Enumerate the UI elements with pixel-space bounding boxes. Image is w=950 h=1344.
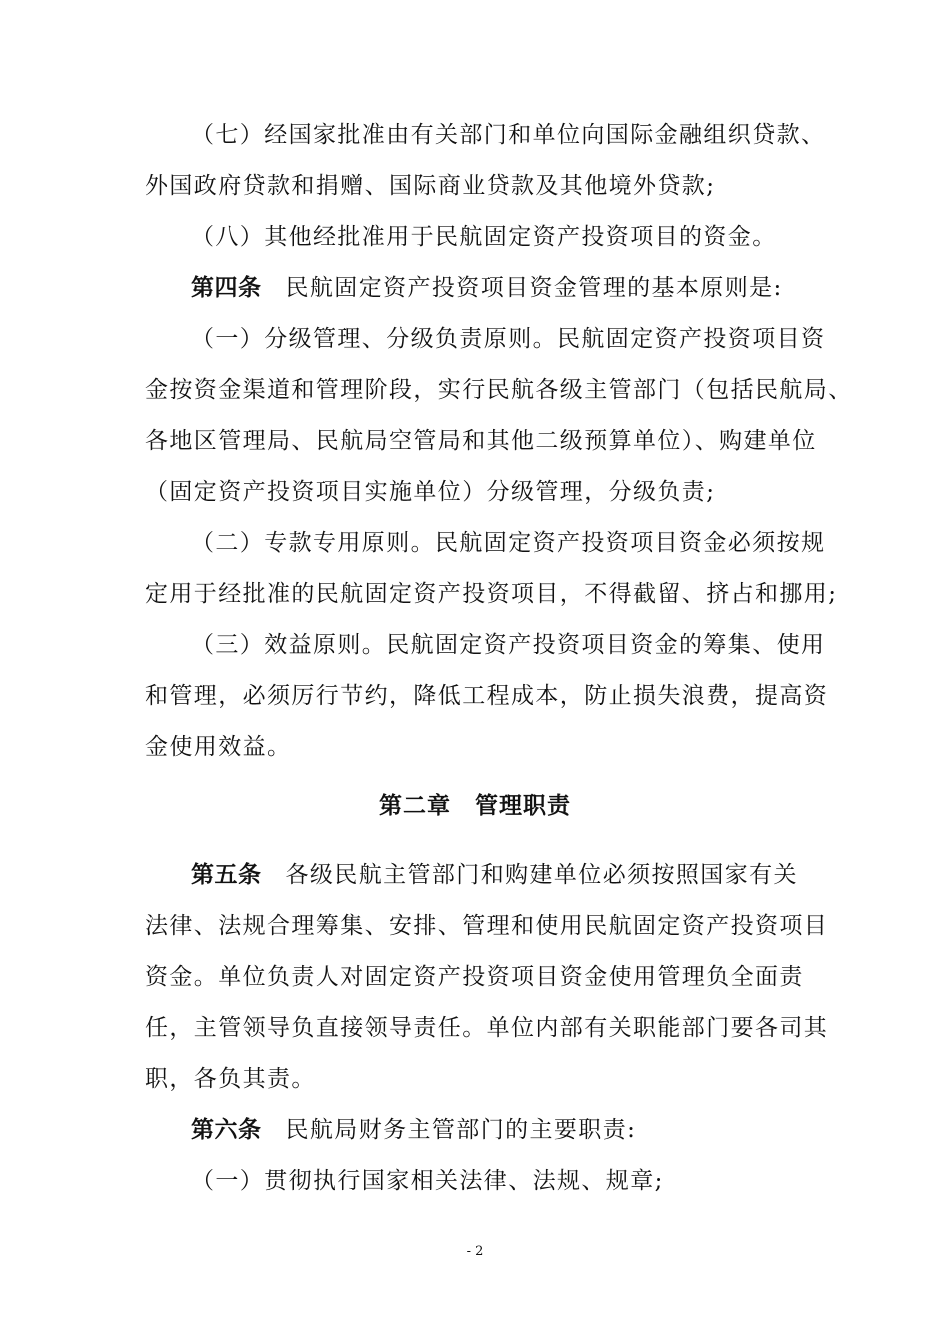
text-line: （一）分级管理、分级负责原则。民航固定资产投资项目资: [191, 326, 826, 352]
article-label: 第五条: [191, 862, 262, 888]
paragraph-item-8: [145, 212, 810, 263]
article-text: 民航局财务主管部门的主要职责:: [285, 1117, 637, 1143]
chapter-number: 第二章: [379, 793, 451, 819]
text-line: （二）专款专用原则。民航固定资产投资项目资金必须按规: [191, 530, 826, 556]
text-line: 金按资金渠道和管理阶段，实行民航各级主管部门（包括民航局、: [145, 377, 853, 403]
text-line: 任，主管领导负直接领导责任。单位内部有关职能部门要各司其: [145, 1015, 829, 1041]
text-line: 和管理，必须厉行节约，降低工程成本，防止损失浪费，提高资: [145, 683, 829, 709]
text-line: 定用于经批准的民航固定资产投资项目，不得截留、挤占和挪用;: [145, 581, 838, 607]
text-line: 各地区管理局、民航局空管局和其他二级预算单位）、购建单位: [145, 428, 817, 454]
paragraph-principle-1: [145, 314, 853, 518]
text-line: 外国政府贷款和捐赠、国际商业贷款及其他境外贷款;: [145, 173, 716, 199]
text-line: 法律、法规合理筹集、安排、管理和使用民航固定资产投资项目: [145, 913, 829, 939]
article-text: 民航固定资产投资项目资金管理的基本原则是:: [285, 275, 783, 301]
article-text: 各级民航主管部门和购建单位必须按照国家有关: [285, 862, 798, 888]
text-line: [145, 1105, 810, 1156]
text-line: 职，各负其责。: [145, 1066, 316, 1092]
page-number: - 2: [466, 1244, 484, 1259]
paragraph-duty-1: [145, 1156, 810, 1207]
paragraph-principle-3: [145, 620, 829, 773]
text-line: [145, 850, 810, 901]
text-line: （三）效益原则。民航固定资产投资项目资金的筹集、使用: [191, 632, 826, 658]
text-line: 金使用效益。: [145, 734, 292, 760]
text-line: （一）贯彻执行国家相关法律、法规、规章;: [191, 1168, 664, 1194]
text-line: 资金。单位负责人对固定资产投资项目资金使用管理负全面责: [145, 964, 804, 990]
text-line: （七）经国家批准由有关部门和单位向国际金融组织贷款、: [191, 122, 826, 148]
text-line: （八）其他经批准用于民航固定资产投资项目的资金。: [191, 224, 777, 250]
article-label: 第六条: [191, 1117, 262, 1143]
paragraph-principle-2: [145, 518, 838, 620]
chapter-heading: [0, 786, 950, 826]
article-5: [145, 850, 829, 1105]
article-6: [145, 1105, 810, 1156]
chapter-title: 管理职责: [475, 793, 571, 819]
paragraph-item-7: [145, 110, 826, 212]
text-line: [145, 263, 810, 314]
article-4: [145, 263, 810, 314]
text-line: （固定资产投资项目实施单位）分级管理，分级负责;: [145, 479, 716, 505]
article-label: 第四条: [191, 275, 262, 301]
